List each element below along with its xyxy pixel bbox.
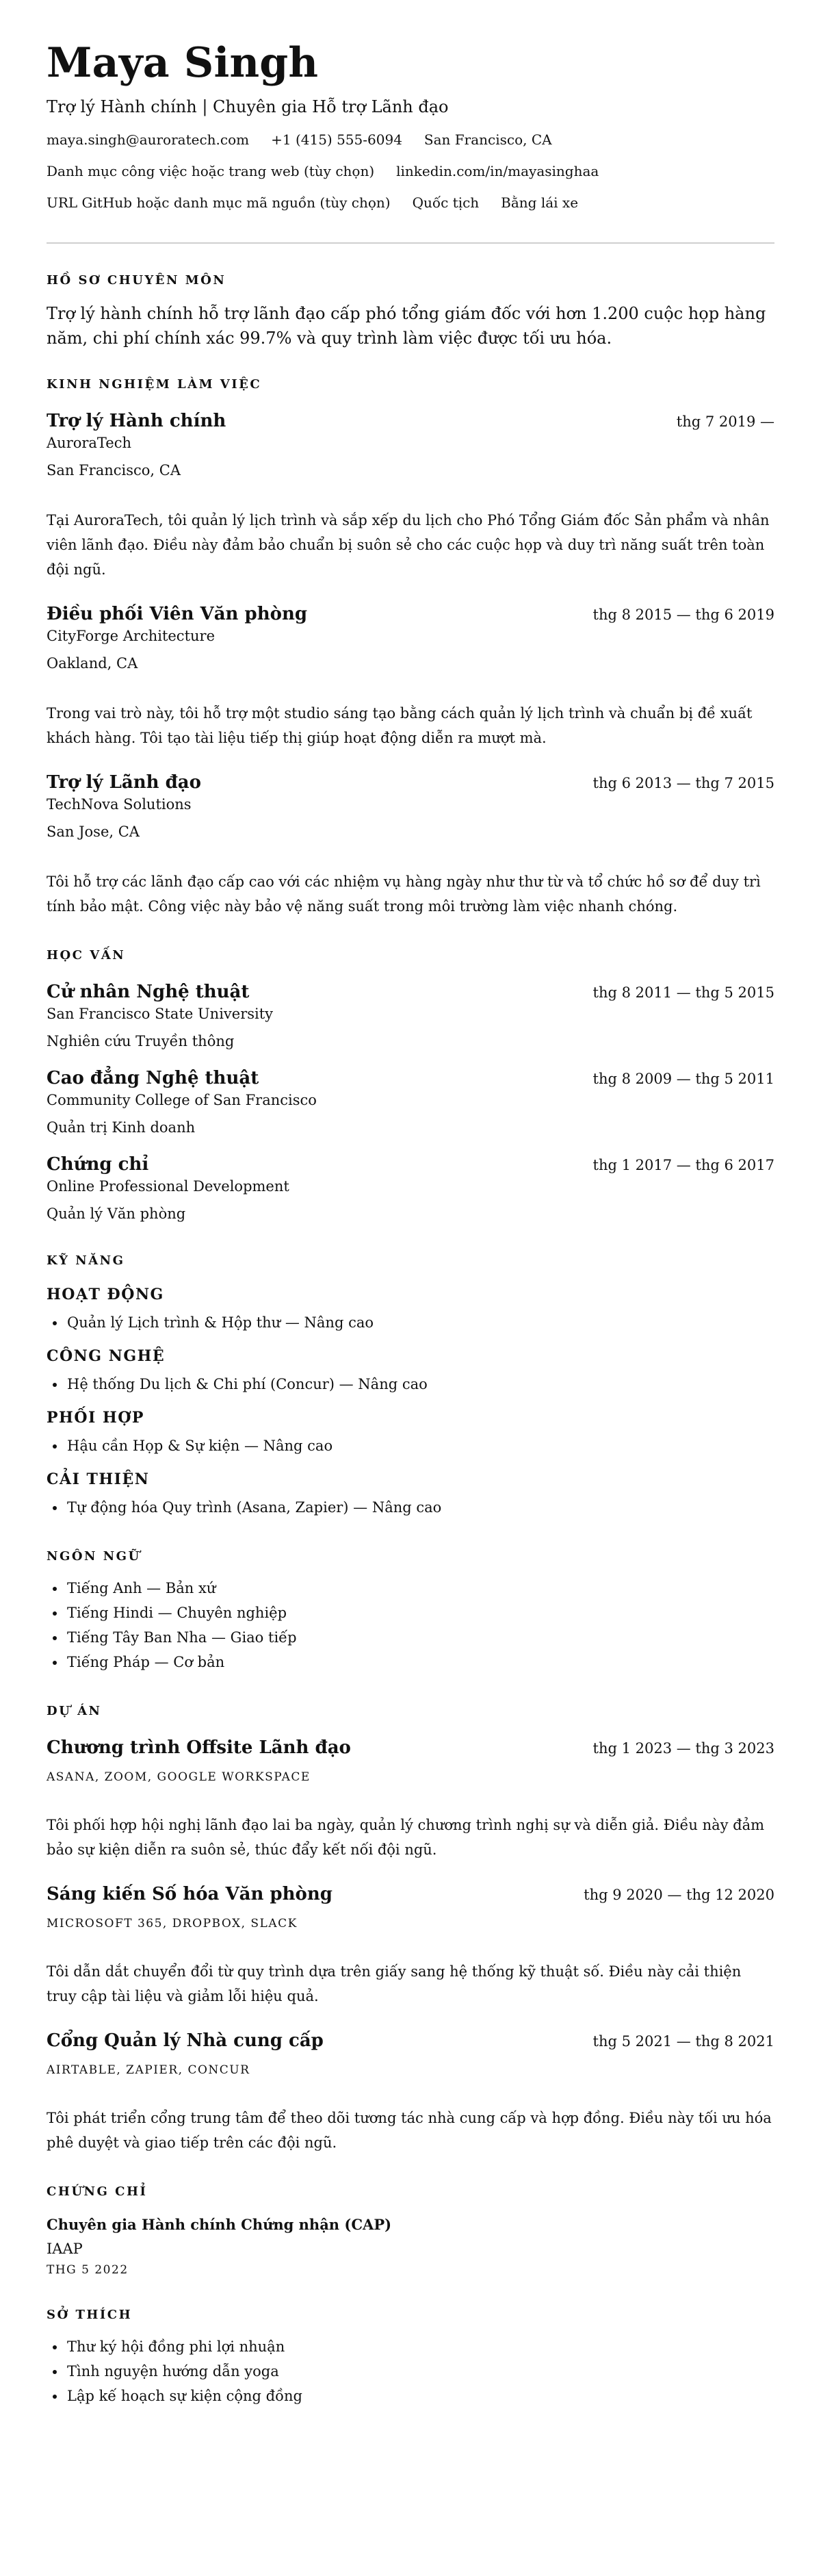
language-item: • Tiếng Hindi — Chuyên nghiệp bbox=[66, 1601, 774, 1625]
skills-section bbox=[47, 1253, 774, 1520]
education-item bbox=[47, 1153, 774, 1224]
school-name: Community College of San Francisco bbox=[47, 1092, 317, 1108]
certification-item bbox=[47, 2214, 774, 2278]
certifications-section bbox=[47, 2184, 774, 2278]
summary-section bbox=[47, 272, 774, 350]
education-item bbox=[47, 980, 774, 1051]
education-section bbox=[47, 947, 774, 1224]
skill-category-name: CÔNG NGHỆ bbox=[47, 1347, 166, 1365]
interests-section bbox=[47, 2307, 774, 2408]
nationality-text: Quốc tịch bbox=[412, 194, 480, 211]
resume-header bbox=[47, 38, 774, 212]
language-item: • Tiếng Anh — Bản xứ bbox=[66, 1576, 774, 1601]
job-date: thg 6 2013 — thg 7 2015 bbox=[592, 775, 774, 791]
project-date: thg 1 2023 — thg 3 2023 bbox=[592, 1740, 774, 1757]
education-date: thg 8 2011 — thg 5 2015 bbox=[592, 984, 774, 1001]
project-description: Tôi phát triển cổng trung tâm để theo dõi tương tác nhà cung cấp và hợp đồng. Điều này tối ưu hóa phê duyệt và giao tiếp trên các đội ngũ. bbox=[47, 2110, 772, 2151]
field-of-study: Quản lý Văn phòng bbox=[47, 1206, 186, 1222]
job-title: Trợ lý Hành chính bbox=[47, 411, 226, 431]
experience-item bbox=[47, 409, 774, 582]
skill-category-name: PHỐI HỢP bbox=[47, 1409, 144, 1427]
skill-category bbox=[47, 1469, 774, 1520]
degree-title: Cao đẳng Nghệ thuật bbox=[47, 1068, 259, 1088]
projects-heading: DỰ ÁN bbox=[47, 1704, 102, 1718]
project-tools: ASANA, ZOOM, GOOGLE WORKSPACE bbox=[47, 1770, 311, 1784]
certification-title: Chuyên gia Hành chính Chứng nhận (CAP) bbox=[47, 2216, 392, 2233]
job-location: San Jose, CA bbox=[47, 824, 140, 840]
school-name: Online Professional Development bbox=[47, 1178, 289, 1195]
project-tools: AIRTABLE, ZAPIER, CONCUR bbox=[47, 2063, 250, 2077]
project-title: Cổng Quản lý Nhà cung cấp bbox=[47, 2030, 324, 2051]
skill-item: • Hậu cần Họp & Sự kiện — Nâng cao bbox=[66, 1433, 774, 1458]
job-title: Điều phối Viên Văn phòng bbox=[47, 604, 308, 624]
summary-heading: HỒ SƠ CHUYÊN MÔN bbox=[47, 273, 226, 288]
contact-row bbox=[47, 130, 774, 149]
github-text: URL GitHub hoặc danh mục mã nguồn (tùy chọn) bbox=[47, 194, 391, 211]
project-date: thg 5 2021 — thg 8 2021 bbox=[592, 2033, 774, 2050]
project-description: Tôi phối hợp hội nghị lãnh đạo lai ba ngày, quản lý chương trình nghị sự và diễn giả. Điều này đảm bảo sự kiện diễn ra suôn sẻ, thúc đẩy kết nối đội ngũ. bbox=[47, 1817, 765, 1858]
job-title: Trợ lý Lãnh đạo bbox=[47, 772, 201, 793]
degree-title: Chứng chỉ bbox=[47, 1154, 149, 1175]
candidate-name: Maya Singh bbox=[47, 39, 319, 87]
experience-item bbox=[47, 771, 774, 919]
location-text: San Francisco, CA bbox=[423, 131, 552, 148]
field-of-study: Quản trị Kinh doanh bbox=[47, 1119, 196, 1136]
languages-heading: NGÔN NGỮ bbox=[47, 1549, 141, 1564]
header-divider bbox=[47, 242, 774, 244]
skill-category bbox=[47, 1284, 774, 1335]
job-date: thg 7 2019 — bbox=[676, 413, 774, 430]
certification-date: THG 5 2022 bbox=[47, 2263, 129, 2277]
project-item bbox=[47, 2029, 774, 2155]
project-title: Chương trình Offsite Lãnh đạo bbox=[47, 1737, 351, 1758]
skill-item: • Quản lý Lịch trình & Hộp thư — Nâng cao bbox=[66, 1310, 774, 1335]
candidate-title: Trợ lý Hành chính | Chuyên gia Hỗ trợ Lãnh đạo bbox=[47, 97, 449, 116]
project-item bbox=[47, 1883, 774, 2008]
skill-item: • Tự động hóa Quy trình (Asana, Zapier) — Nâng cao bbox=[66, 1495, 774, 1520]
job-description: Tại AuroraTech, tôi quản lý lịch trình và sắp xếp du lịch cho Phó Tổng Giám đốc Sản phẩm và nhân viên lãnh đạo. Điều này đảm bảo chuẩn bị suôn sẻ cho các cuộc họp và duy trì năng suất trên toàn đội ngũ. bbox=[47, 512, 770, 578]
education-heading: HỌC VẤN bbox=[47, 948, 126, 962]
contact-row bbox=[47, 193, 774, 212]
project-description: Tôi dẫn dắt chuyển đổi từ quy trình dựa trên giấy sang hệ thống kỹ thuật số. Điều này cải thiện truy cập tài liệu và giảm lỗi hiệu quả. bbox=[47, 1963, 742, 2004]
skill-item: • Hệ thống Du lịch & Chi phí (Concur) — Nâng cao bbox=[66, 1372, 774, 1397]
driving-license-text: Bằng lái xe bbox=[501, 194, 579, 211]
certification-issuer: IAAP bbox=[47, 2241, 83, 2257]
job-location: Oakland, CA bbox=[47, 655, 138, 672]
project-date: thg 9 2020 — thg 12 2020 bbox=[584, 1887, 774, 1903]
skills-heading: KỸ NĂNG bbox=[47, 1253, 125, 1268]
interest-item: • Tình nguyện hướng dẫn yoga bbox=[66, 2359, 774, 2384]
experience-heading: KINH NGHIỆM LÀM VIỆC bbox=[47, 377, 262, 392]
project-title: Sáng kiến Số hóa Văn phòng bbox=[47, 1884, 333, 1904]
job-description: Trong vai trò này, tôi hỗ trợ một studio sáng tạo bằng cách quản lý lịch trình và chuẩn bị đề xuất khách hàng. Tôi tạo tài liệu tiếp thị giúp hoạt động diễn ra mượt mà. bbox=[47, 705, 753, 746]
portfolio-text: Danh mục công việc hoặc trang web (tùy chọn) bbox=[47, 163, 375, 179]
skill-category bbox=[47, 1407, 774, 1458]
project-item bbox=[47, 1736, 774, 1862]
linkedin-text: linkedin.com/in/mayasinghaa bbox=[396, 163, 599, 179]
company-name: TechNova Solutions bbox=[47, 796, 192, 813]
skill-category-name: HOẠT ĐỘNG bbox=[47, 1286, 164, 1303]
job-date: thg 8 2015 — thg 6 2019 bbox=[592, 607, 774, 623]
education-date: thg 1 2017 — thg 6 2017 bbox=[592, 1157, 774, 1173]
language-item: • Tiếng Pháp — Cơ bản bbox=[66, 1650, 774, 1674]
summary-text: Trợ lý hành chính hỗ trợ lãnh đạo cấp phó tổng giám đốc với hơn 1.200 cuộc họp hàng năm, chi phí chính xác 99.7% và quy trình làm việc được tối ưu hóa. bbox=[47, 304, 766, 348]
contact-row bbox=[47, 162, 774, 181]
email-text: maya.singh@auroratech.com bbox=[47, 131, 250, 148]
phone-text: +1 (415) 555-6094 bbox=[271, 131, 402, 148]
degree-title: Cử nhân Nghệ thuật bbox=[47, 982, 250, 1002]
experience-item bbox=[47, 602, 774, 750]
project-tools: MICROSOFT 365, DROPBOX, SLACK bbox=[47, 1917, 298, 1930]
certifications-heading: CHỨNG CHỈ bbox=[47, 2184, 148, 2199]
interest-item: • Lập kế hoạch sự kiện cộng đồng bbox=[66, 2384, 774, 2408]
field-of-study: Nghiên cứu Truyền thông bbox=[47, 1033, 235, 1049]
languages-section bbox=[47, 1548, 774, 1674]
projects-section bbox=[47, 1703, 774, 2155]
company-name: CityForge Architecture bbox=[47, 628, 216, 644]
education-date: thg 8 2009 — thg 5 2011 bbox=[592, 1071, 774, 1087]
interest-item: • Thư ký hội đồng phi lợi nhuận bbox=[66, 2334, 774, 2359]
company-name: AuroraTech bbox=[47, 435, 132, 451]
skill-category-name: CẢI THIỆN bbox=[47, 1470, 150, 1488]
language-item: • Tiếng Tây Ban Nha — Giao tiếp bbox=[66, 1625, 774, 1650]
job-description: Tôi hỗ trợ các lãnh đạo cấp cao với các nhiệm vụ hàng ngày như thư từ và tổ chức hồ sơ để duy trì tính bảo mật. Công việc này bảo vệ năng suất trong môi trường làm việc nhanh chóng. bbox=[47, 873, 761, 915]
interests-heading: SỞ THÍCH bbox=[47, 2308, 133, 2322]
experience-section bbox=[47, 377, 774, 919]
school-name: San Francisco State University bbox=[47, 1006, 274, 1022]
skill-category bbox=[47, 1346, 774, 1397]
education-item bbox=[47, 1067, 774, 1138]
job-location: San Francisco, CA bbox=[47, 462, 181, 479]
